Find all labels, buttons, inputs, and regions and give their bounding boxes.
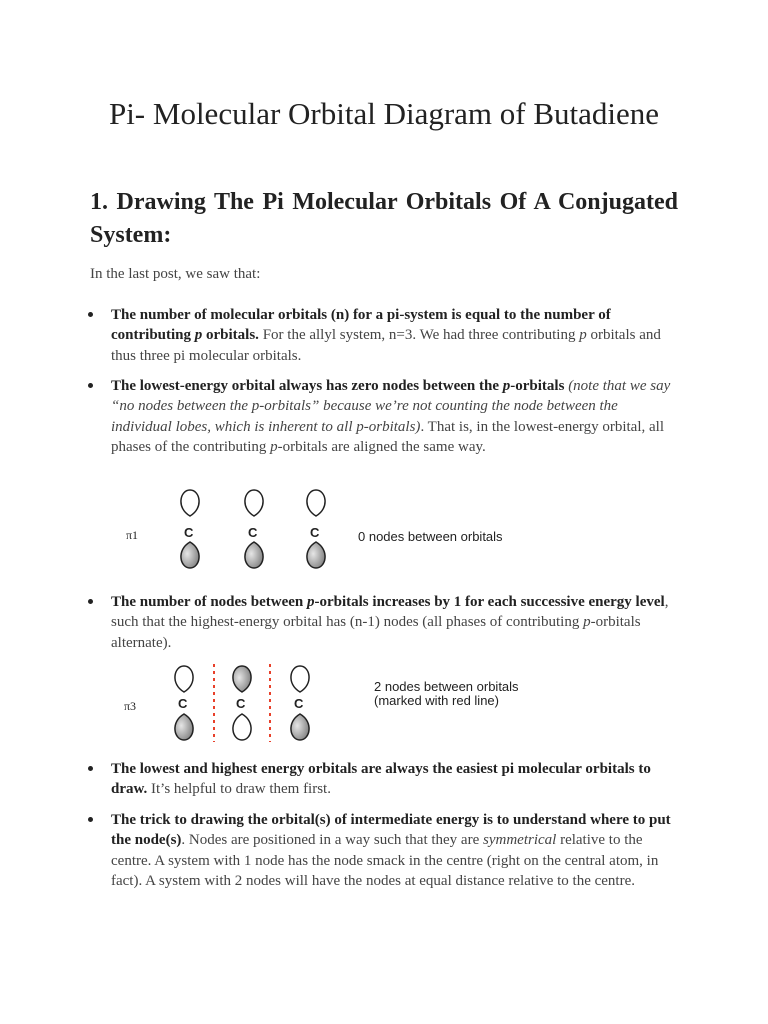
- p-orbital-2: [233, 666, 251, 740]
- figure-caption-line-1: 2 nodes between orbitals: [374, 679, 519, 694]
- p-orbital-2: [245, 490, 263, 568]
- bullet-italic: symmetrical: [483, 832, 557, 849]
- carbon-label: C: [236, 696, 246, 711]
- upper-lobe-icon: [291, 666, 309, 692]
- lower-lobe-icon: [233, 714, 251, 740]
- p-orbital-3: [307, 490, 325, 568]
- intro-text: In the last post, we saw that:: [90, 266, 261, 282]
- section-heading: 1. Drawing The Pi Molecular Orbitals Of A Conjugated System:: [90, 189, 678, 248]
- bullet-text: . That is, in the lowest-energy orbital, all phases of the contributing: [111, 418, 664, 455]
- bullet-bold-italic: p: [306, 594, 315, 610]
- bullet-bold-text: The lowest-energy orbital always has zero nodes between the: [111, 378, 503, 394]
- bullet-italic-note: (note that we say “no nodes between the p-orbitals” because we’re not counting the node between the individual lobes, which is inherent to all p-orbitals): [111, 378, 671, 435]
- bullet-text: For the allyl system, n=3. We had three contributing: [258, 327, 580, 344]
- bullet-text: . Nodes are positioned in a way such that they are: [181, 832, 483, 849]
- bullet-text-2: -orbitals alternate).: [111, 614, 641, 651]
- figure-caption: 0 nodes between orbitals: [358, 529, 503, 544]
- upper-lobe-icon: [181, 490, 199, 516]
- bullet-italic: p: [579, 327, 587, 344]
- bullet-bold-text: The number of molecular orbitals (n) for a pi-system is equal to the number of contributing: [111, 307, 611, 344]
- lower-lobe-icon: [245, 542, 263, 568]
- upper-lobe-icon: [175, 666, 193, 692]
- bullet-bold-text: The lowest and highest energy orbitals are always the easiest pi molecular orbitals to draw.: [111, 761, 651, 798]
- carbon-label: C: [184, 525, 194, 540]
- bullet-bold-tail: -orbitals increases by 1 for each successive energy level: [314, 594, 665, 610]
- lower-lobe-icon: [291, 714, 309, 740]
- orbital-label: π3: [124, 699, 137, 713]
- list-item: [111, 305, 679, 366]
- list-item: [111, 759, 679, 800]
- page-title: Pi- Molecular Orbital Diagram of Butadiene: [108, 96, 660, 131]
- p-orbital-1: [181, 490, 199, 568]
- bullet-icon: [88, 599, 93, 604]
- bullet-bold-italic: p: [502, 378, 511, 394]
- carbon-label: C: [294, 696, 304, 711]
- pi1-orbital-diagram: [110, 484, 530, 574]
- bullet-bold-text: The trick to drawing the orbital(s) of intermediate energy is to understand where to put the node(s): [111, 812, 671, 849]
- lower-lobe-icon: [175, 714, 193, 740]
- bullet-bold-tail: -orbitals: [510, 378, 565, 394]
- lower-lobe-icon: [181, 542, 199, 568]
- bullet-icon: [88, 817, 93, 822]
- list-item: [111, 376, 679, 457]
- bullet-icon: [88, 312, 93, 317]
- pi3-orbital-diagram: [110, 662, 530, 744]
- bullet-text-2: relative to the centre. A system with 1 node has the node smack in the centre (right on the central atom, in fact). A system with 2 nodes will have the nodes at equal distance relative to the centre.: [111, 832, 659, 889]
- bullet-italic: p: [270, 438, 278, 455]
- bullet-bold-italic: p: [194, 327, 203, 344]
- bullet-bold-tail: orbitals.: [202, 327, 259, 344]
- carbon-label: C: [310, 525, 320, 540]
- p-orbital-3: [291, 666, 309, 740]
- orbital-label: π1: [126, 528, 139, 542]
- lower-lobe-icon: [307, 542, 325, 568]
- bullet-text: It’s helpful to draw them first.: [147, 781, 331, 798]
- upper-lobe-icon: [245, 490, 263, 516]
- bullet-text: , such that the highest-energy orbital has (n-1) nodes (all phases of contributing: [111, 594, 669, 631]
- upper-lobe-icon: [307, 490, 325, 516]
- bullet-italic: p: [583, 614, 591, 631]
- bullet-text-2: -orbitals are aligned the same way.: [277, 438, 486, 455]
- bullet-icon: [88, 766, 93, 771]
- bullet-bold-text: The number of nodes between: [111, 594, 307, 610]
- carbon-label: C: [248, 525, 258, 540]
- figure-caption-line-2: (marked with red line): [374, 693, 499, 708]
- bullet-text-2: orbitals and thus three pi molecular orbitals.: [111, 327, 661, 364]
- list-item: [111, 810, 679, 891]
- bullet-icon: [88, 383, 93, 388]
- carbon-label: C: [178, 696, 188, 711]
- list-item: [111, 592, 679, 653]
- p-orbital-1: [175, 666, 193, 740]
- upper-lobe-icon: [233, 666, 251, 692]
